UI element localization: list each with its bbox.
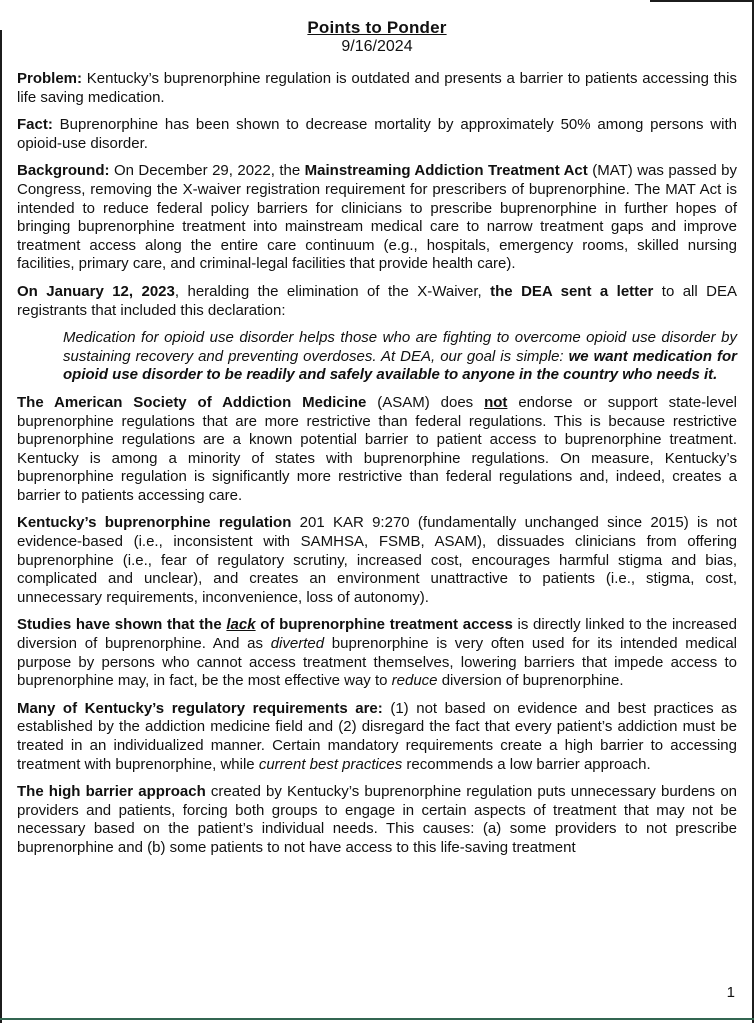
- blockquote-dea-declaration: [63, 329, 737, 385]
- paragraph-regulatory-requirements: [17, 700, 737, 774]
- paragraph-asam-position: [17, 394, 737, 506]
- text-run: the DEA sent a letter: [490, 282, 654, 300]
- paragraph-dea-letter-intro: [17, 283, 737, 320]
- text-run: buprenorphine is very often used for its intended medical purpose by persons who cannot access treatment themselves, lowering barriers that impede access to buprenorphine may, in fact, be the most effective way to: [17, 635, 737, 690]
- text-run: On December 29, 2022, the: [113, 162, 305, 180]
- text-run: current best practices: [258, 755, 403, 773]
- text-run: Many of Kentucky’s regulatory requirements are:: [17, 699, 383, 717]
- text-run: reduce: [391, 672, 438, 690]
- text-run: endorse or support state-level buprenorphine regulations that are more restrictive than federal regulations. This is because restrictive buprenorphine regulations are a known potential barrier to patient access to buprenorphine treatment. Kentucky is among a minority of states with buprenorphine regulations. On measure, Kentucky’s buprenorphine regulation is significantly more restrictive than federal regulations and, indeed, creates a barrier to patients accessing care.: [17, 393, 738, 504]
- text-run: (ASAM) does: [366, 393, 485, 411]
- paragraph-studies-diversion: [17, 616, 737, 690]
- paragraph-kentucky-regulation: [17, 514, 737, 607]
- paragraph-fact: [17, 116, 737, 153]
- scan-edge-top-right-line: [650, 0, 754, 2]
- page-number: 1: [726, 984, 735, 1001]
- paragraph-problem: [17, 70, 737, 107]
- text-run: Fact:: [17, 116, 60, 134]
- text-run: created by Kentucky’s buprenorphine regulation puts unnecessary burdens on providers and patients, forcing both groups to engage in certain aspects of treatment that may not be necessary based on the patient’s individual needs. This causes: (a) some providers to not prescribe buprenorphine and (b) some patients to not have access to this life-saving treatment: [17, 783, 737, 856]
- scan-edge-bottom-line: [0, 1018, 754, 1020]
- text-run: , heralding the elimination of the X-Waiver,: [174, 282, 491, 300]
- text-run: of buprenorphine treatment access: [255, 616, 513, 634]
- scan-edge-left-line: [0, 30, 2, 1023]
- text-run: Background:: [17, 162, 114, 180]
- text-run: Kentucky’s buprenorphine regulation is outdated and presents a barrier to patients accessing this life saving medication.: [17, 70, 737, 106]
- text-run: The American Society of Addiction Medicine: [17, 393, 367, 411]
- text-run: we want medication for opioid use disorder to be readily and safely available to anyone in the country who needs it.: [63, 347, 737, 384]
- paragraph-high-barrier-approach: [17, 783, 737, 857]
- document-body: [17, 70, 737, 858]
- text-run: diverted: [270, 635, 325, 653]
- text-run: On January 12, 2023: [17, 282, 175, 300]
- text-run: 201 KAR 9:270 (fundamentally unchanged since 2015) is not evidence-based (i.e., inconsistent with SAMHSA, FSMB, ASAM), dissuades clinicians from offering buprenorphine (i.e., fear of regulatory scrutiny, increased cost, encourages harmful stigma and bias, complicated and unclear), and creates an environment unattractive to patients (i.e., stigma, cost, unnecessary requirements, inconvenience, loss of autonomy).: [17, 514, 738, 606]
- document-date: 9/16/2024: [341, 38, 413, 55]
- text-run: (MAT) was passed by Congress, removing the X-waiver registration requirement for prescribers of buprenorphine. The MAT Act is intended to reduce federal policy barriers for clinicians to prescribe buprenorphine in further hopes of bringing buprenorphine treatment into mainstream medical care to narrow treatment gaps and improve treatment access along the entire care continuum (e.g., hospitals, emergency rooms, skilled nursing facilities, primary care, and criminal-legal facilities that provide health care).: [17, 162, 737, 273]
- text-run: diversion of buprenorphine.: [437, 672, 624, 690]
- document-title: Points to Ponder: [307, 18, 447, 37]
- text-run: The high barrier approach: [17, 783, 206, 801]
- text-run: lack: [226, 616, 256, 634]
- text-run: (1) not based on evidence and best practices as established by the addiction medicine field and (2) disregard the fact that every patient’s addiction must be treated in an individualized manner. Certain mandatory requirements create a high barrier to accessing treatment with buprenorphine, while: [17, 699, 737, 773]
- text-run: Mainstreaming Addiction Treatment Act: [304, 162, 588, 180]
- text-run: recommends a low barrier approach.: [402, 755, 651, 773]
- text-run: not: [484, 393, 508, 411]
- text-run: to all DEA registrants that included this declaration:: [17, 282, 737, 319]
- text-run: Studies have shown that the: [17, 616, 227, 634]
- text-run: Medication for opioid use disorder helps those who are fighting to overcome opioid use disorder by sustaining recovery and preventing overdoses. At DEA, our goal is simple:: [63, 329, 737, 365]
- text-run: Problem:: [17, 70, 87, 87]
- paragraph-background: [17, 162, 737, 274]
- document-header: [17, 18, 737, 56]
- text-run: is directly linked to the increased diversion of buprenorphine. And as: [17, 616, 737, 653]
- text-run: Buprenorphine has been shown to decrease mortality by approximately 50% among persons with opioid-use disorder.: [17, 116, 737, 152]
- text-run: Kentucky’s buprenorphine regulation: [17, 514, 292, 532]
